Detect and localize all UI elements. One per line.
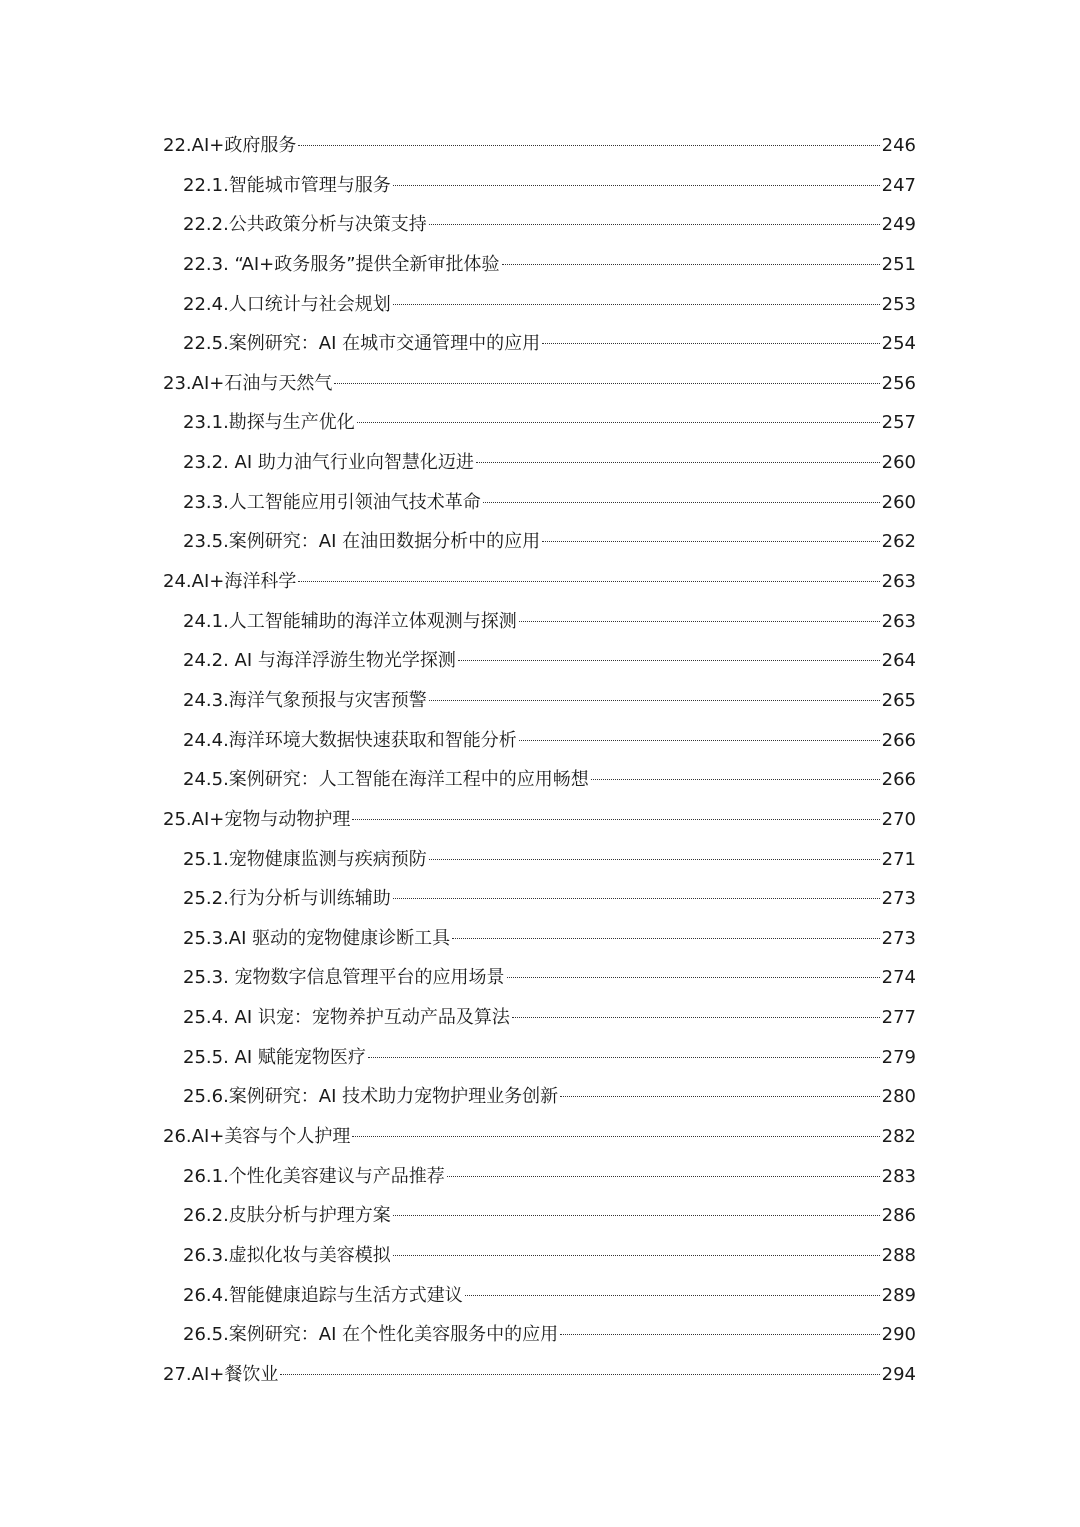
toc-entry-page-number: 266 — [881, 769, 916, 791]
dot-leader — [334, 383, 879, 384]
toc-entry-title: 23.2. AI 助力油气行业向智慧化迈进 — [183, 452, 474, 474]
toc-entry-title: 22.AI+政府服务 — [163, 135, 297, 156]
toc-entry-page-number: 283 — [881, 1165, 916, 1187]
dot-leader — [298, 581, 879, 582]
toc-section-entry[interactable] — [163, 285, 916, 325]
toc-entry-title: 23.5.案例研究：AI 在油田数据分析中的应用 — [183, 531, 541, 553]
toc-section-entry[interactable] — [163, 483, 916, 523]
toc-chapter-entry[interactable] — [163, 562, 916, 602]
toc-list — [163, 126, 916, 1395]
dot-leader — [429, 700, 880, 701]
dot-leader — [393, 304, 880, 305]
toc-entry-page-number: 263 — [881, 610, 916, 632]
dot-leader — [542, 541, 879, 542]
toc-entry-title: 25.6.案例研究：AI 技术助力宠物护理业务创新 — [183, 1086, 559, 1108]
toc-entry-page-number: 265 — [881, 689, 916, 711]
toc-entry-title: 27.AI+餐饮业 — [163, 1363, 279, 1385]
dot-leader — [483, 502, 880, 503]
toc-entry-title: 22.2.公共政策分析与决策支持 — [183, 214, 427, 236]
dot-leader — [507, 977, 880, 978]
toc-section-entry[interactable] — [163, 602, 916, 642]
toc-entry-title: 24.3.海洋气象预报与灾害预警 — [183, 689, 427, 711]
toc-section-entry[interactable] — [163, 205, 916, 245]
toc-entry-title: 26.1.个性化美容建议与产品推荐 — [183, 1165, 445, 1187]
toc-entry-title: 26.3.虚拟化妆与美容模拟 — [183, 1244, 391, 1266]
toc-entry-page-number: 279 — [881, 1046, 916, 1068]
toc-section-entry[interactable] — [163, 403, 916, 443]
toc-chapter-entry[interactable] — [163, 800, 916, 840]
toc-entry-title: 26.AI+美容与个人护理 — [163, 1126, 351, 1148]
toc-section-entry[interactable] — [163, 998, 916, 1038]
toc-entry-title: 25.4. AI 识宠：宠物养护互动产品及算法 — [183, 1007, 510, 1029]
toc-entry-title: 25.3.AI 驱动的宠物健康诊断工具 — [183, 927, 451, 949]
toc-section-entry[interactable] — [163, 879, 916, 919]
toc-entry-page-number: 247 — [881, 174, 916, 196]
toc-entry-title: 22.1.智能城市管理与服务 — [183, 174, 391, 196]
toc-entry-title: 26.4.智能健康追踪与生活方式建议 — [183, 1284, 463, 1306]
toc-entry-page-number: 266 — [881, 729, 916, 751]
toc-entry-title: 23.1.勘探与生产优化 — [183, 412, 355, 434]
toc-entry-title: 26.2.皮肤分析与护理方案 — [183, 1205, 391, 1227]
toc-section-entry[interactable] — [163, 721, 916, 761]
toc-chapter-entry[interactable] — [163, 1117, 916, 1157]
toc-entry-page-number: 273 — [881, 927, 916, 949]
toc-entry-page-number: 264 — [881, 650, 916, 672]
dot-leader — [393, 898, 880, 899]
toc-entry-title: 22.4.人口统计与社会规划 — [183, 293, 391, 315]
toc-entry-page-number: 288 — [881, 1244, 916, 1266]
toc-entry-page-number: 277 — [881, 1007, 916, 1029]
toc-entry-title: 24.AI+海洋科学 — [163, 571, 297, 593]
dot-leader — [429, 859, 880, 860]
toc-entry-page-number: 256 — [881, 372, 916, 394]
dot-leader — [357, 422, 880, 423]
toc-entry-page-number: 263 — [881, 571, 916, 593]
dot-leader — [519, 621, 880, 622]
toc-entry-page-number: 270 — [881, 808, 916, 830]
dot-leader — [452, 938, 879, 939]
dot-leader — [519, 740, 880, 741]
toc-section-entry[interactable] — [163, 245, 916, 285]
dot-leader — [280, 1374, 879, 1375]
toc-entry-page-number: 286 — [881, 1205, 916, 1227]
toc-entry-title: 22.3. “AI+政务服务”提供全新审批体验 — [183, 253, 500, 275]
toc-entry-page-number: 253 — [881, 293, 916, 315]
dot-leader — [368, 1057, 880, 1058]
toc-entry-page-number: 273 — [881, 888, 916, 910]
dot-leader — [393, 185, 880, 186]
toc-entry-title: 25.3. 宠物数字信息管理平台的应用场景 — [183, 967, 505, 989]
dot-leader — [560, 1334, 879, 1335]
toc-entry-page-number: 274 — [881, 967, 916, 989]
toc-section-entry[interactable] — [163, 324, 916, 364]
toc-entry-title: 24.1.人工智能辅助的海洋立体观测与探测 — [183, 610, 517, 632]
toc-entry-page-number: 282 — [881, 1126, 916, 1148]
dot-leader — [393, 1215, 880, 1216]
toc-entry-page-number: 294 — [881, 1363, 916, 1385]
toc-section-entry[interactable] — [163, 1315, 916, 1355]
toc-entry-page-number: 254 — [881, 333, 916, 355]
toc-section-entry[interactable] — [163, 641, 916, 681]
table-of-contents — [163, 126, 916, 1395]
toc-entry-title: 25.1.宠物健康监测与疾病预防 — [183, 848, 427, 870]
dot-leader — [560, 1096, 879, 1097]
toc-entry-title: 25.AI+宠物与动物护理 — [163, 808, 351, 830]
dot-leader — [429, 224, 880, 225]
dot-leader — [502, 264, 880, 265]
dot-leader — [465, 1295, 880, 1296]
toc-entry-title: 23.3.人工智能应用引领油气技术革命 — [183, 491, 481, 513]
toc-section-entry[interactable] — [163, 1236, 916, 1276]
toc-entry-page-number: 271 — [881, 848, 916, 870]
toc-section-entry[interactable] — [163, 681, 916, 721]
dot-leader — [352, 819, 879, 820]
dot-leader — [542, 343, 879, 344]
toc-entry-page-number: 246 — [881, 135, 916, 156]
toc-entry-title: 25.5. AI 赋能宠物医疗 — [183, 1046, 366, 1068]
dot-leader — [298, 145, 879, 146]
toc-section-entry[interactable] — [163, 1077, 916, 1117]
toc-section-entry[interactable] — [163, 840, 916, 880]
toc-entry-title: 24.4.海洋环境大数据快速获取和智能分析 — [183, 729, 517, 751]
dot-leader — [591, 779, 880, 780]
toc-section-entry[interactable] — [163, 1038, 916, 1078]
toc-entry-title: 23.AI+石油与天然气 — [163, 372, 333, 394]
toc-chapter-entry[interactable] — [163, 1355, 916, 1395]
dot-leader — [476, 462, 880, 463]
toc-entry-page-number: 260 — [881, 452, 916, 474]
toc-entry-page-number: 280 — [881, 1086, 916, 1108]
toc-entry-page-number: 249 — [881, 214, 916, 236]
toc-entry-page-number: 262 — [881, 531, 916, 553]
toc-entry-page-number: 289 — [881, 1284, 916, 1306]
toc-entry-title: 25.2.行为分析与训练辅助 — [183, 888, 391, 910]
toc-section-entry[interactable] — [163, 443, 916, 483]
dot-leader — [512, 1017, 880, 1018]
toc-section-entry[interactable] — [163, 919, 916, 959]
toc-entry-title: 24.2. AI 与海洋浮游生物光学探测 — [183, 650, 456, 672]
toc-section-entry[interactable] — [163, 1276, 916, 1316]
toc-section-entry[interactable] — [163, 1157, 916, 1197]
dot-leader — [352, 1136, 879, 1137]
dot-leader — [458, 660, 880, 661]
toc-entry-title: 22.5.案例研究：AI 在城市交通管理中的应用 — [183, 333, 541, 355]
dot-leader — [393, 1255, 880, 1256]
toc-section-entry[interactable] — [163, 1196, 916, 1236]
dot-leader — [447, 1176, 880, 1177]
toc-section-entry[interactable] — [163, 958, 916, 998]
toc-entry-title: 24.5.案例研究：人工智能在海洋工程中的应用畅想 — [183, 769, 589, 791]
toc-chapter-entry[interactable] — [163, 364, 916, 404]
toc-entry-page-number: 251 — [881, 253, 916, 275]
toc-section-entry[interactable] — [163, 760, 916, 800]
toc-chapter-entry[interactable] — [163, 126, 916, 166]
toc-entry-page-number: 260 — [881, 491, 916, 513]
toc-section-entry[interactable] — [163, 166, 916, 206]
toc-entry-page-number: 257 — [881, 412, 916, 434]
toc-entry-page-number: 290 — [881, 1324, 916, 1346]
toc-section-entry[interactable] — [163, 522, 916, 562]
toc-entry-title: 26.5.案例研究：AI 在个性化美容服务中的应用 — [183, 1324, 559, 1346]
